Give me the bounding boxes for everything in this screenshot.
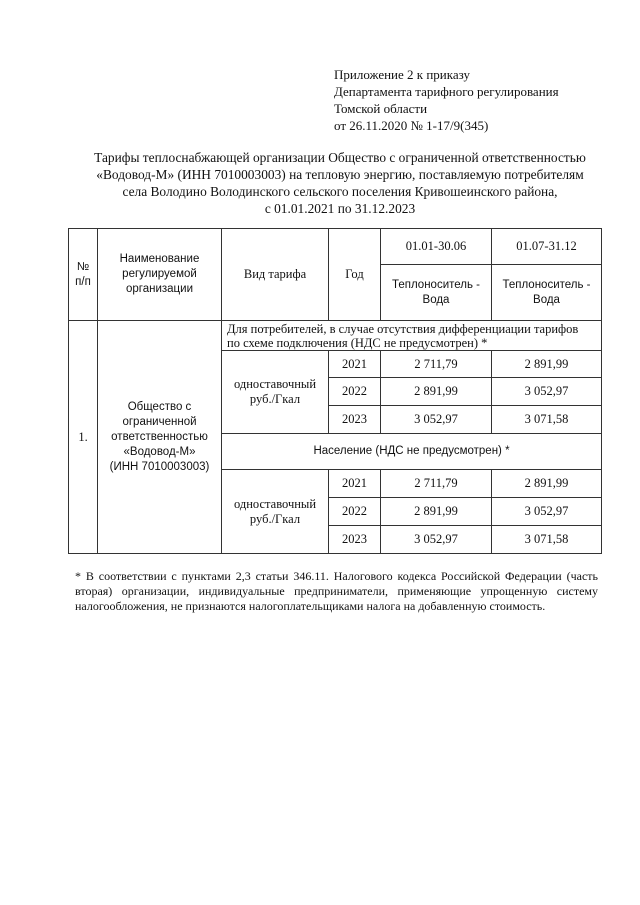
document-title [60,149,620,217]
appendix-line: Департамента тарифного регулирования [334,84,559,99]
value-cell: 2 891,99 [492,470,602,498]
title-line: с 01.01.2021 по 31.12.2023 [264,201,416,216]
header-period-2: 01.07-31.12 [492,229,602,265]
tariff-type-cell: одноставочный руб./Гкал [222,351,329,434]
header-number: № п/п [69,229,98,321]
footnote: * В соответствии с пунктами 2,3 статьи 346.11. Налогового кодекса Российской Федерации (часть вторая) организации, индивидуальные предприниматели, применяющие упрощенную систему налогообложения, не признаются налогоплательщиками налога на добавленную стоимость. [75,569,598,613]
header-carrier-1: Теплоноситель - Вода [381,265,492,321]
tariff-table [68,228,602,554]
value-cell: 3 071,58 [492,406,602,434]
header-period-1: 01.01-30.06 [381,229,492,265]
value-cell: 3 052,97 [381,526,492,554]
value-cell: 3 052,97 [381,406,492,434]
title-line: «Водовод-М» (ИНН 7010003003) на тепловую энергию, поставляемую потребителям [96,167,584,182]
header-carrier-2: Теплоноситель - Вода [492,265,602,321]
row-number: 1. [69,321,98,554]
year-cell: 2021 [329,351,381,378]
year-cell: 2021 [329,470,381,498]
appendix-line: от 26.11.2020 № 1-17/9(345) [334,118,489,133]
year-cell: 2023 [329,406,381,434]
organization-name: Общество с ограниченной ответственностью «Водовод-М» (ИНН 7010003003) [98,321,222,554]
value-cell: 3 052,97 [492,378,602,406]
appendix-line: Томской области [334,101,428,116]
header-year: Год [329,229,381,321]
title-line: Тарифы теплоснабжающей организации Общество с ограниченной ответственностью [94,150,586,165]
value-cell: 2 891,99 [381,378,492,406]
year-cell: 2022 [329,498,381,526]
section-note-consumers: Для потребителей, в случае отсутствия дифференциации тарифов по схеме подключения (НДС не предусмотрен) * [222,321,602,351]
table-row [69,321,602,351]
header-row [69,229,602,265]
value-cell: 3 071,58 [492,526,602,554]
title-line: села Володино Володинского сельского поселения Кривошеинского района, [122,184,558,199]
value-cell: 2 711,79 [381,470,492,498]
header-tariff-type: Вид тарифа [222,229,329,321]
section-note-population: Население (НДС не предусмотрен) * [222,434,602,470]
appendix-line: Приложение 2 к приказу [334,67,471,82]
year-cell: 2023 [329,526,381,554]
header-organization: Наименование регулируемой организации [98,229,222,321]
year-cell: 2022 [329,378,381,406]
appendix-header [334,66,559,134]
value-cell: 2 891,99 [381,498,492,526]
value-cell: 2 711,79 [381,351,492,378]
value-cell: 2 891,99 [492,351,602,378]
tariff-type-cell: одноставочный руб./Гкал [222,470,329,554]
value-cell: 3 052,97 [492,498,602,526]
